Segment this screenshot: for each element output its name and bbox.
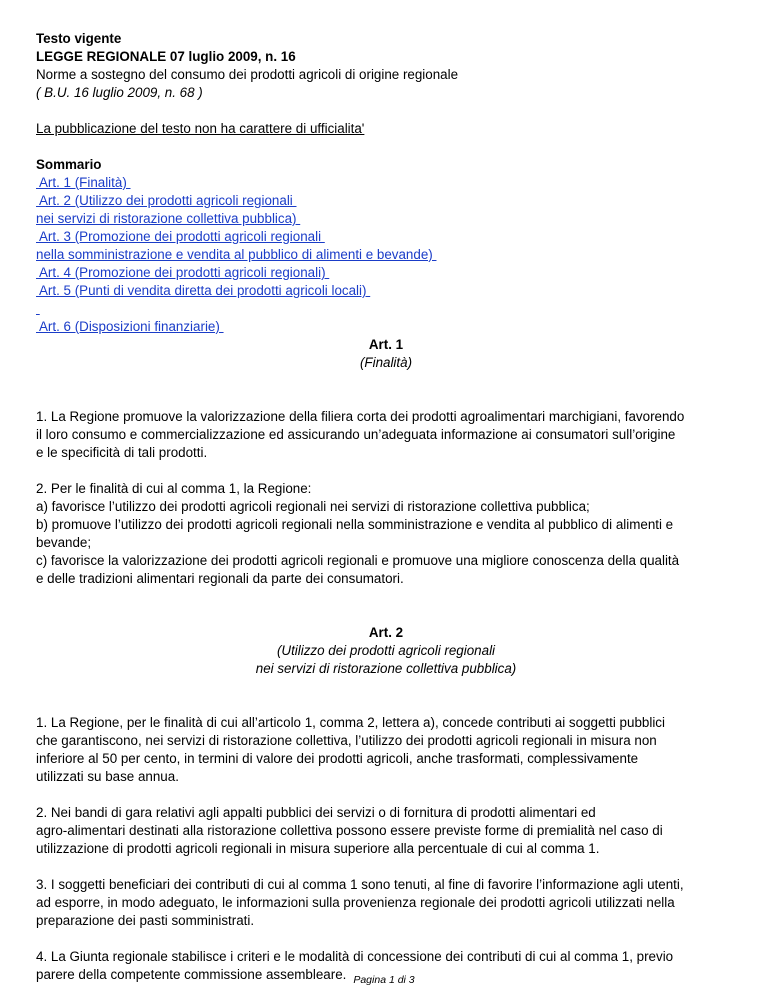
art2-paragraph-3: 3. I soggetti beneficiari dei contributi di cui al comma 1 sono tenuti, al fine di favorire l’informazione agli utenti, ad esporre, in modo adeguato, le informazioni sulla provenienza regionale dei prodotti agricoli utilizzati nella preparazione dei pasti somministrati. [36,877,684,928]
law-title: LEGGE REGIONALE 07 luglio 2009, n. 16 [36,49,296,64]
toc-link-art5[interactable]: Art. 5 (Punti di vendita diretta dei prodotti agricoli locali) [36,283,371,298]
toc-link-art1[interactable]: Art. 1 (Finalità) [36,175,131,190]
art1-paragraph-2: 2. Per le finalità di cui al comma 1, la Regione: a) favorisce l’utilizzo dei prodotti agricoli regionali nei servizi di ristorazione collettiva pubblica; b) promuove l’utilizzo dei prodotti agricoli regionali nella somministrazione e vendita al pubblico di alimenti e bevande; c) favorisce la valorizzazione dei prodotti agricoli regionali e promuove una migliore conoscenza della qualità e delle tradizioni alimentari regionali da parte dei consumatori. [36,481,680,586]
art2-heading: Art. 2 [368,625,404,640]
bulletin-reference: ( B.U. 16 luglio 2009, n. 68 ) [36,85,203,100]
official-notice: La pubblicazione del testo non ha carattere di ufficialita' [36,121,365,136]
document-page [36,30,736,984]
summary-list [36,174,736,336]
page-number: Pagina 1 di 3 [353,974,415,986]
toc-link-empty[interactable] [36,300,736,318]
art1-paragraph-1: 1. La Regione promuove la valorizzazione della filiera corta dei prodotti agroalimentari marchigiani, favorendo il loro consumo e commercializzazione ed assicurando un’adeguata informazione ai consumatori sull’origine e le specificità di tali prodotti. [36,409,685,460]
art1-heading: Art. 1 [368,337,404,352]
status-label: Testo vigente [36,31,122,46]
art2-subtitle-2: nei servizi di ristorazione collettiva pubblica) [255,661,517,676]
art2-subtitle-1: (Utilizzo dei prodotti agricoli regionali [276,643,496,658]
toc-link-art2[interactable]: Art. 2 (Utilizzo dei prodotti agricoli regionali [36,193,297,208]
toc-link-art2-cont[interactable]: nei servizi di ristorazione collettiva pubblica) [36,211,301,226]
art1-subtitle: (Finalità) [359,355,413,370]
summary-title: Sommario [36,157,102,172]
toc-link-art4[interactable]: Art. 4 (Promozione dei prodotti agricoli regionali) [36,265,330,280]
toc-link-art6[interactable]: Art. 6 (Disposizioni finanziarie) [36,319,224,334]
art2-paragraph-4: 4. La Giunta regionale stabilisce i criteri e le modalità di concessione dei contributi di cui al comma 1, previo parere della competente commissione assembleare. [36,949,674,982]
art2-paragraph-2: 2. Nei bandi di gara relativi agli appalti pubblici dei servizi o di fornitura di prodotti alimentari ed agro-alimentari destinati alla ristorazione collettiva possono essere previste forme di premialità nel caso di utilizzazione di prodotti agricoli regionali in misura superiore alla percentuale di cui al comma 1. [36,805,663,856]
law-description: Norme a sostegno del consumo dei prodotti agricoli di origine regionale [36,67,459,82]
toc-link-art3[interactable]: Art. 3 (Promozione dei prodotti agricoli regionali [36,229,325,244]
art2-paragraph-1: 1. La Regione, per le finalità di cui all’articolo 1, comma 2, lettera a), concede contributi ai soggetti pubblici che garantiscono, nei servizi di ristorazione collettiva, l’utilizzo dei prodotti agricoli regionali in misura non inferiore al 50 per cento, in termini di valore dei prodotti agricoli, anche trasformati, complessivamente utilizzati su base annua. [36,715,665,784]
toc-link-art3-cont[interactable]: nella somministrazione e vendita al pubblico di alimenti e bevande) [36,247,437,262]
